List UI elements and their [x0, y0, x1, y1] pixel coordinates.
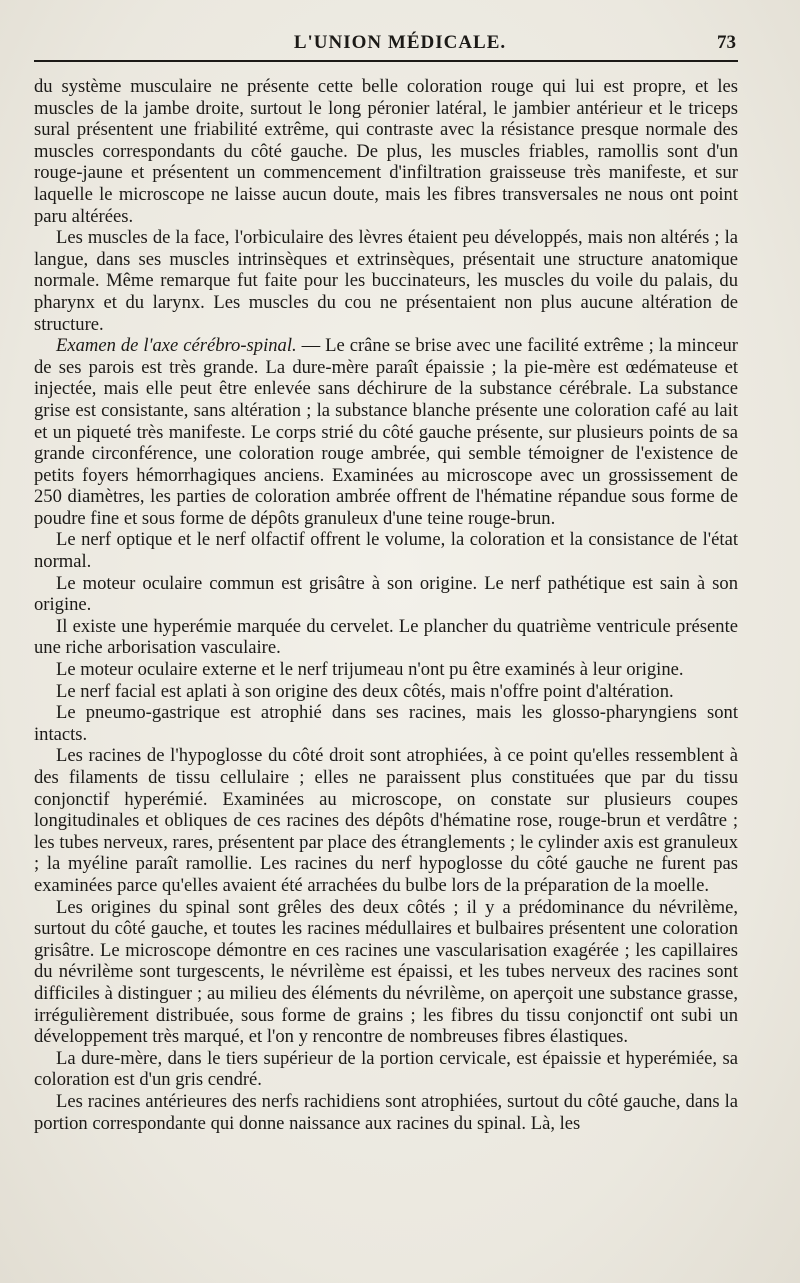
paragraph [34, 227, 738, 335]
paragraph-text: La dure-mère, dans le tiers supérieur de la portion cervicale, est épaissie et hyperémiée, sa coloration est d'un gris cendré. [34, 1047, 738, 1091]
page-number: 73 [717, 32, 736, 53]
paragraph [34, 659, 738, 681]
paragraph [34, 745, 738, 896]
paragraph [34, 76, 738, 227]
paragraph [34, 529, 738, 572]
paragraph [34, 1048, 738, 1091]
body-text [34, 76, 738, 1134]
paragraph-text: du système musculaire ne présente cette belle coloration rouge qui lui est propre, et les muscles de la jambe droite, surtout le long péronier latéral, le jambier antérieur et le triceps sural présentent une friabilité extrême, qui contraste avec la résistance presque normale des muscles correspondants du côté gauche. De plus, les muscles friables, ramollis sont d'un rouge-jaune et présentent un commencement d'infiltration graisseuse très manifeste, et sur laquelle le microscope ne laisse aucun doute, mais les fibres transversales ne nous ont point paru altérées. [34, 76, 738, 227]
paragraph [34, 1091, 738, 1134]
paragraph [34, 897, 738, 1048]
running-title: L'UNION MÉDICALE. [293, 32, 507, 53]
paragraph-text: Les muscles de la face, l'orbiculaire des lèvres étaient peu développés, mais non altérés ; la langue, dans ses muscles intrinsèques et extrinsèques, présentait une structure anatomique normale. Même remarque fut faite pour les buccinateurs, les muscles du voile du palais, du pharynx et du larynx. Les muscles du cou ne présentaient non plus aucune altération de structure. [34, 227, 738, 335]
paragraph [34, 702, 738, 745]
paragraph [34, 681, 738, 703]
header-rule [34, 60, 738, 62]
paragraph-text: Le pneumo-gastrique est atrophié dans ses racines, mais les glosso-pharyngiens sont intacts. [34, 702, 738, 745]
page-header [0, 22, 800, 62]
paragraph [34, 573, 738, 616]
paragraph-text: — Le crâne se brise avec une facilité extrême ; la minceur de ses parois est très grande. La dure-mère paraît épaissie ; la pie-mère est œdémateuse et injectée, mais elle peut être enlevée sans déchirure de la substance cérébrale. La substance grise est consistante, sans altération ; la substance blanche présente une coloration café au lait et un piqueté très manifeste. Le corps strié du côté gauche présente, sur plusieurs points de sa grande circonférence, une coloration rouge ambrée, qui semble témoigner de l'existence de petits foyers hémorrhagiques anciens. Examinées au microscope avec un grossissement de 250 diamètres, les parties de coloration ambrée offrent de l'hématine répandue sous forme de poudre fine et sous forme de dépôts granuleux d'une teine rouge-brun. [34, 335, 738, 529]
paragraph [34, 335, 738, 529]
paragraph-text: Le moteur oculaire commun est grisâtre à son origine. Le nerf pathétique est sain à son origine. [34, 572, 738, 616]
paragraph-text: Le nerf optique et le nerf olfactif offrent le volume, la coloration et la consistance de l'état normal. [34, 529, 738, 573]
paragraph-text: Les origines du spinal sont grêles des deux côtés ; il y a prédominance du névrilème, surtout du côté gauche, et toutes les racines médullaires et bulbaires présentent une coloration grisâtre. Le microscope démontre en ces racines une vascularisation exagérée ; les capillaires du névrilème sont turgescents, le névrilème est épaissi, et les tubes nerveux des racines sont difficiles à distinguer ; au milieu des éléments du névrilème, on aperçoit une substance grasse, irrégulièrement distribuée, sous forme de grains ; les fibres du tissu conjonctif ont subi un développement très marqué, et l'on y rencontre de nombreuses fibres élastiques. [34, 896, 738, 1048]
paragraph-text: Les racines antérieures des nerfs rachidiens sont atrophiées, surtout du côté gauche, dans la portion correspondante qui donne naissance aux racines du spinal. Là, les [34, 1090, 738, 1134]
paragraph-text: Le nerf facial est aplati à son origine des deux côtés, mais n'offre point d'altération. [56, 680, 674, 702]
paragraph-text: Les racines de l'hypoglosse du côté droit sont atrophiées, à ce point qu'elles ressemblent à des filaments de tissu cellulaire ; elles ne paraissent plus constituées que par du tissu conjonctif hyperémié. Examinées au microscope, on constate sur plusieurs coupes longitudinales et obliques de ces racines des dépôts d'hématine rose, rouge-brun et verdâtre ; les tubes nerveux, rares, présentent par place des étranglements ; le cylinder axis est granuleux ; la myéline paraît ramollie. Les racines du nerf hypoglosse du côté gauche ne furent pas examinées parce qu'elles avaient été arrachées du bulbe lors de la préparation de la moelle. [34, 745, 738, 896]
paragraph-text: Le moteur oculaire externe et le nerf trijumeau n'ont pu être examinés à leur origine. [56, 659, 684, 681]
paragraph-text: Il existe une hyperémie marquée du cervelet. Le plancher du quatrième ventricule présente une riche arborisation vasculaire. [34, 615, 738, 659]
paragraph [34, 616, 738, 659]
section-heading: Examen de l'axe cérébro-spinal. [56, 335, 297, 357]
